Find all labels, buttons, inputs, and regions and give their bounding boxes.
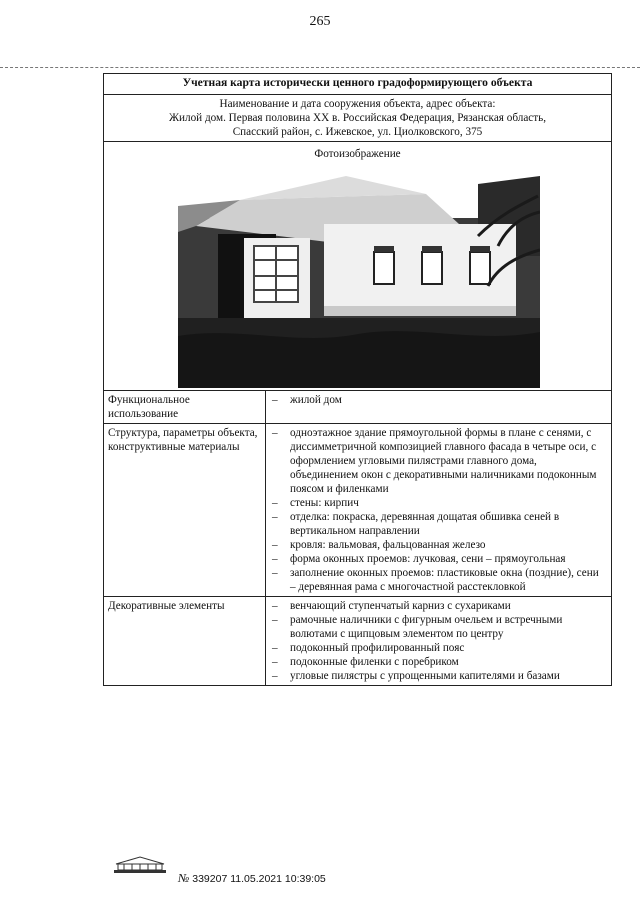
photo-label: Фотоизображение	[314, 148, 401, 160]
row-label-decorative: Декоративные элементы	[104, 597, 266, 686]
list-item: – стены: кирпич	[270, 496, 607, 510]
page-number: 265	[309, 14, 331, 29]
list-item: – венчающий ступенчатый карниз с сухариками	[270, 599, 607, 613]
object-name-cell	[104, 95, 612, 142]
list-item: – одноэтажное здание прямоугольной формы в плане с сенями, с диссимметричной композицией главного фасада в четыре оси, с оформлением угловыми пилястрами главного дома, объединением окон с декоративными наличниками подоконным поясом и филенками	[270, 426, 607, 496]
list-item: – кровля: вальмовая, фальцованная железо	[270, 538, 607, 552]
list-item: – жилой дом	[270, 393, 607, 407]
card-title: Учетная карта исторически ценного градоформирующего объекта	[104, 74, 612, 95]
photo-cell	[104, 142, 612, 391]
list-item: – угловые пилястры с упрощенными капителями и базами	[270, 669, 607, 683]
list-item: – подоконный профилированный пояс	[270, 641, 607, 655]
object-name-heading: Наименование и дата сооружения объекта, адрес объекта:	[219, 98, 496, 110]
row-label-functional-use: Функциональное использование	[104, 391, 266, 424]
list-item: – заполнение оконных проемов: пластиковые окна (поздние), сени – деревянная рама с многочастной расстекловкой	[270, 566, 607, 594]
row-value-functional-use	[266, 391, 612, 424]
registration-card-table	[103, 73, 612, 686]
house-photo	[178, 176, 540, 388]
object-name-line: Жилой дом. Первая половина XX в. Российская Федерация, Рязанская область,	[168, 112, 547, 124]
scan-artifact-line	[0, 67, 640, 68]
government-building-logo-icon	[112, 856, 168, 874]
list-item: – форма оконных проемов: лучковая, сени – прямоугольная	[270, 552, 607, 566]
object-address-line: Спасский район, с. Ижевское, ул. Циолковского, 375	[232, 126, 483, 138]
stamp-text: 339207 11.05.2021 10:39:05	[189, 873, 326, 885]
list-item: – отделка: покраска, деревянная дощатая обшивка сеней в вертикальном направлении	[270, 510, 607, 538]
row-value-structure	[266, 424, 612, 597]
number-sign: №	[178, 871, 190, 885]
list-item: – подоконные филенки с поребриком	[270, 655, 607, 669]
list-item: – рамочные наличники с фигурным очельем и встречными волютами с щипцовым элементом по центру	[270, 613, 607, 641]
row-label-structure: Структура, параметры объекта, конструктивные материалы	[104, 424, 266, 597]
document-registration-stamp	[178, 871, 326, 886]
row-value-decorative	[266, 597, 612, 686]
